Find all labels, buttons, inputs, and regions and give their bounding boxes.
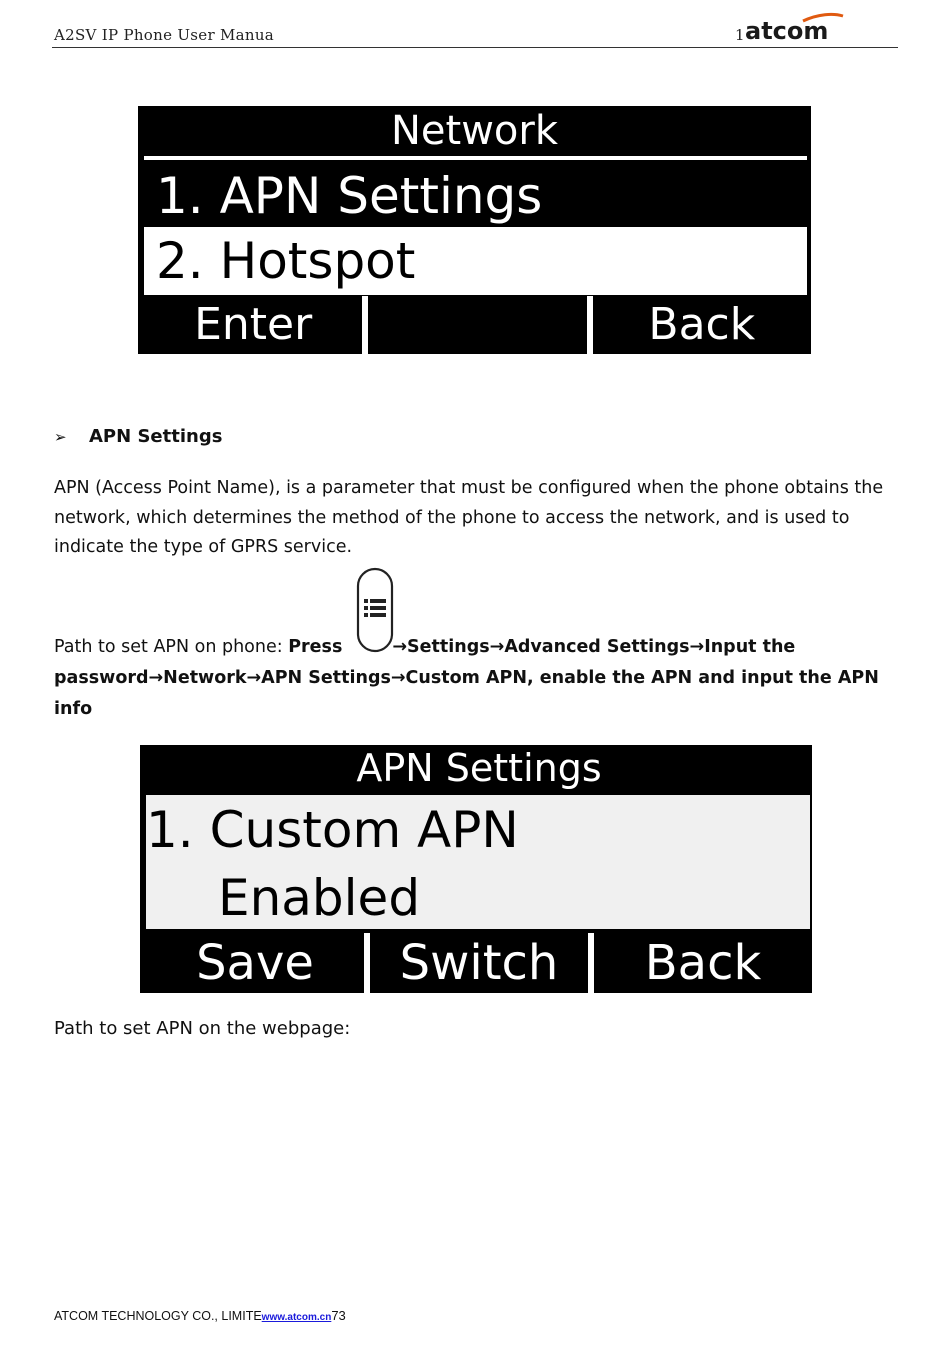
section-description: APN (Access Point Name), is a parameter that must be configured when the phone obtains the network, which determines the method of the phone to access the network, and is used to indicate the type of GPRS service.	[54, 478, 884, 557]
web-path-instructions: Path to set APN on the webpage:	[54, 1018, 351, 1039]
softkey-bar	[146, 933, 812, 993]
phone-path-steps: →Settings→Advanced Settings→Input the password→Network→APN Settings→Custom APN, enable the APN and input the APN info	[54, 637, 879, 719]
screen-title: APN Settings	[356, 746, 602, 790]
atcom-logo	[743, 12, 847, 44]
document-footer	[54, 1308, 346, 1323]
header-rule	[52, 47, 898, 48]
svg-text:atcom: atcom	[745, 17, 829, 44]
softkey-back[interactable]: Back	[594, 933, 812, 993]
softkey-bar	[144, 296, 811, 354]
softkey-switch[interactable]: Switch	[370, 933, 588, 993]
phone-screen-apn-settings	[140, 745, 812, 993]
document-header-title: A2SV IP Phone User Manua	[54, 26, 275, 44]
phone-screen-network	[138, 106, 811, 354]
footer-company: ATCOM TECHNOLOGY CO., LIMITE	[54, 1309, 262, 1323]
page-number: 73	[331, 1308, 346, 1323]
menu-item-custom-apn[interactable]: 1. Custom APN	[146, 801, 519, 859]
footer-link[interactable]: www.atcom.cn	[261, 1312, 332, 1323]
screen-title: Network	[390, 108, 558, 154]
screen-body	[146, 795, 810, 929]
softkey-back[interactable]: Back	[593, 296, 811, 354]
phone-path-press: Press	[288, 637, 343, 657]
bullet-arrow-icon: ➢	[54, 428, 67, 446]
custom-apn-status: Enabled	[218, 869, 421, 927]
menu-item-apn-settings[interactable]: 1. APN Settings	[156, 167, 543, 225]
header-page-prefix: 1	[735, 26, 745, 44]
menu-item-hotspot[interactable]: 2. Hotspot	[144, 227, 807, 295]
softkey-empty[interactable]	[368, 296, 586, 354]
screen-title-rule	[144, 156, 807, 160]
section-heading: APN Settings	[89, 426, 223, 447]
softkey-save[interactable]: Save	[146, 933, 364, 993]
phone-path-instructions	[54, 632, 894, 725]
softkey-enter[interactable]: Enter	[144, 296, 362, 354]
phone-path-prefix: Path to set APN on phone:	[54, 637, 289, 657]
